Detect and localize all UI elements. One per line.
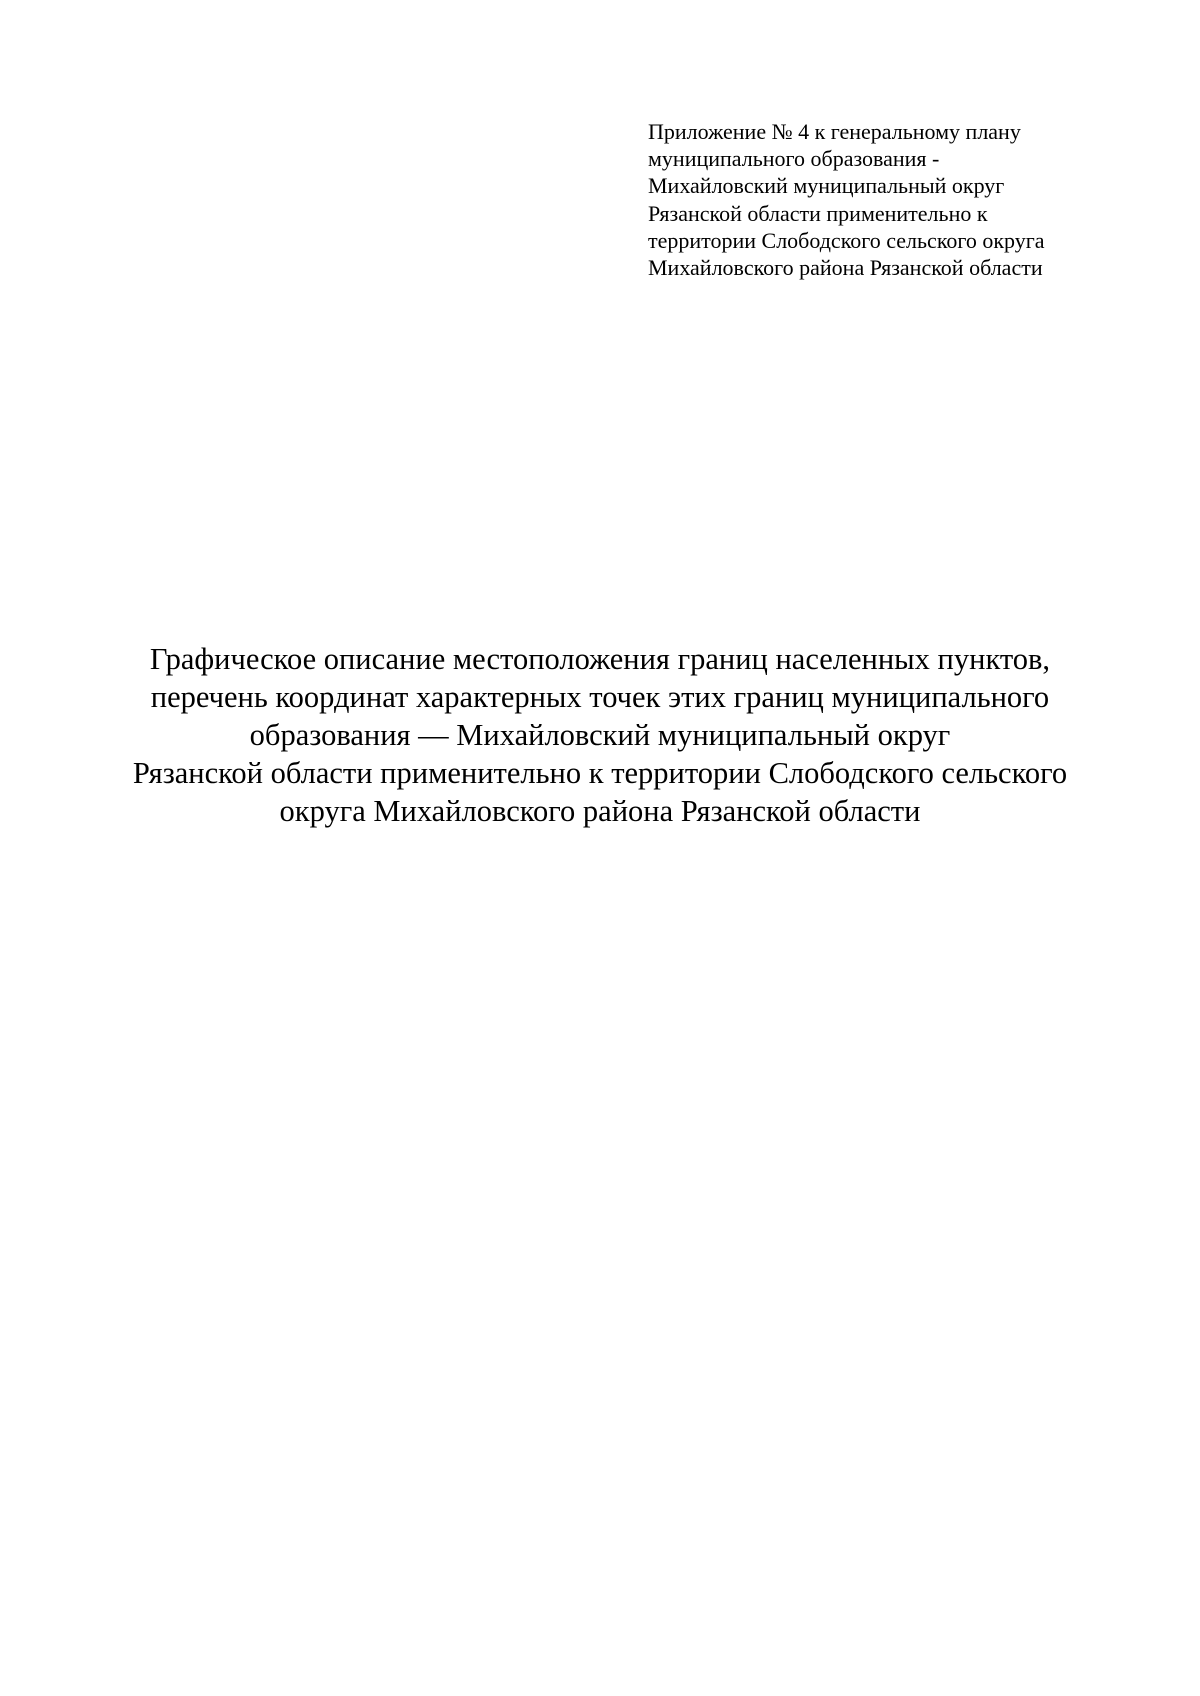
appendix-note-line: муниципального образования - [648,146,940,172]
appendix-note-line: Рязанской области применительно к [648,200,988,226]
appendix-note [648,118,1168,281]
document-title-line: округа Михайловского района Рязанской области [279,794,921,828]
document-title-line: образования — Михайловский муниципальный округ [249,718,951,752]
document-title-line: Рязанской области применительно к территории Слободского сельского [132,756,1068,790]
document-title-line: Графическое описание местоположения границ населенных пунктов, [149,642,1051,676]
document-title-line: перечень координат характерных точек этих границ муниципального [150,680,1050,714]
document-title [60,640,1140,830]
appendix-note-line: территории Слободского сельского округа [648,227,1045,253]
appendix-note-line: Михайловский муниципальный округ [648,173,1005,199]
appendix-note-line: Михайловского района Рязанской области [648,255,1043,281]
appendix-note-line: Приложение № 4 к генеральному плану [648,119,1021,144]
